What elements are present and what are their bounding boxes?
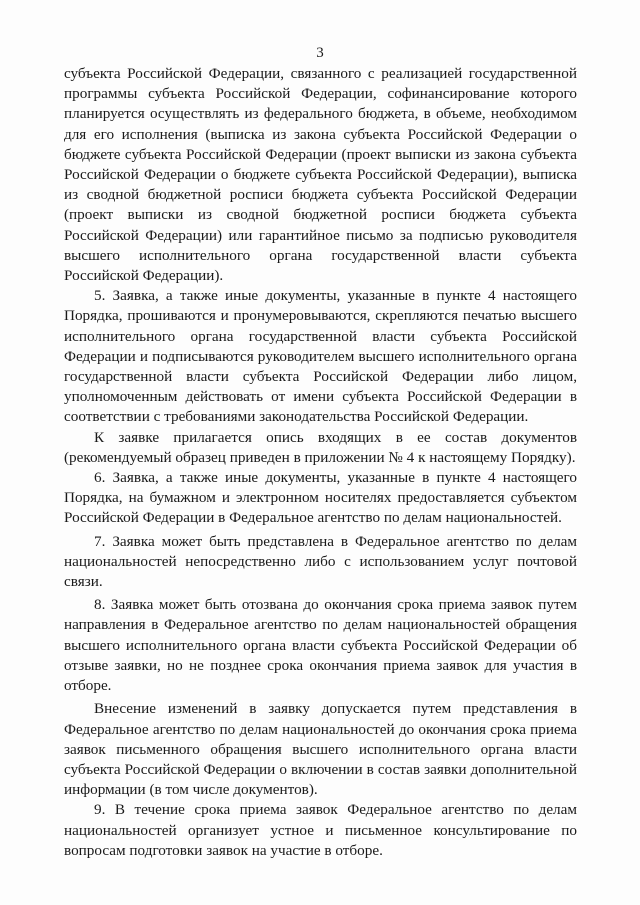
paragraph-item-6: 6. Заявка, а также иные документы, указанные в пункте 4 настоящего Порядка, на бумажном и электронном носителях предоставляется субъектом Российской Федерации в Федеральное агентство по делам национальностей. (64, 469, 577, 527)
document-body (64, 64, 577, 861)
page-number: 3 (316, 45, 324, 61)
paragraph-item-5: 5. Заявка, а также иные документы, указанные в пункте 4 настоящего Порядка, прошиваются и пронумеровываются, скрепляются печатью высшего исполнительного органа государственной власти субъекта Российской Федерации и подписываются руководителем высшего исполнительного органа государственной власти субъекта Российской Федерации либо лицом, уполномоченным действовать от имени субъекта Российской Федерации в соответствии с требованиями законодательства Российской Федерации. (64, 287, 577, 426)
paragraph-item-9: 9. В течение срока приема заявок Федеральное агентство по делам национальностей организует устное и письменное консультирование по вопросам подготовки заявок на участие в отборе. (64, 801, 577, 859)
paragraph-continuation: субъекта Российской Федерации, связанного с реализацией государственной программы субъекта Российской Федерации, софинансирование которого планируется осуществлять из федерального бюджета, в объеме, необходимом для его исполнения (выписка из закона субъекта Российской Федерации о бюджете субъекта Российской Федерации (проект выписки из закона субъекта Российской Федерации о бюджете субъекта Российской Федерации), выписка из сводной бюджетной росписи бюджета субъекта Российской Федерации (проект выписки из сводной бюджетной росписи бюджета субъекта Российской Федерации) или гарантийное письмо за подписью руководителя высшего исполнительного органа государственной власти субъекта Российской Федерации). (64, 65, 577, 285)
paragraph-item-8: 8. Заявка может быть отозвана до окончания срока приема заявок путем направления в Федеральное агентство по делам национальностей обращения высшего исполнительного органа власти субъекта Российской Федерации об отзыве заявки, но не позднее срока окончания приема заявок для участия в отборе. (64, 596, 577, 695)
paragraph-amendments: Внесение изменений в заявку допускается путем представления в Федеральное агентство по делам национальностей до окончания срока приема заявок письменного обращения высшего исполнительного органа власти субъекта Российской Федерации о включении в состав заявки дополнительной информации (в том числе документов). (64, 700, 577, 799)
paragraph-item-7: 7. Заявка может быть представлена в Федеральное агентство по делам национальностей непосредственно либо с использованием услуг почтовой связи. (64, 532, 577, 591)
paragraph-inventory: К заявке прилагается опись входящих в ее состав документов (рекомендуемый образец приведен в приложении № 4 к настоящему Порядку). (64, 428, 577, 466)
